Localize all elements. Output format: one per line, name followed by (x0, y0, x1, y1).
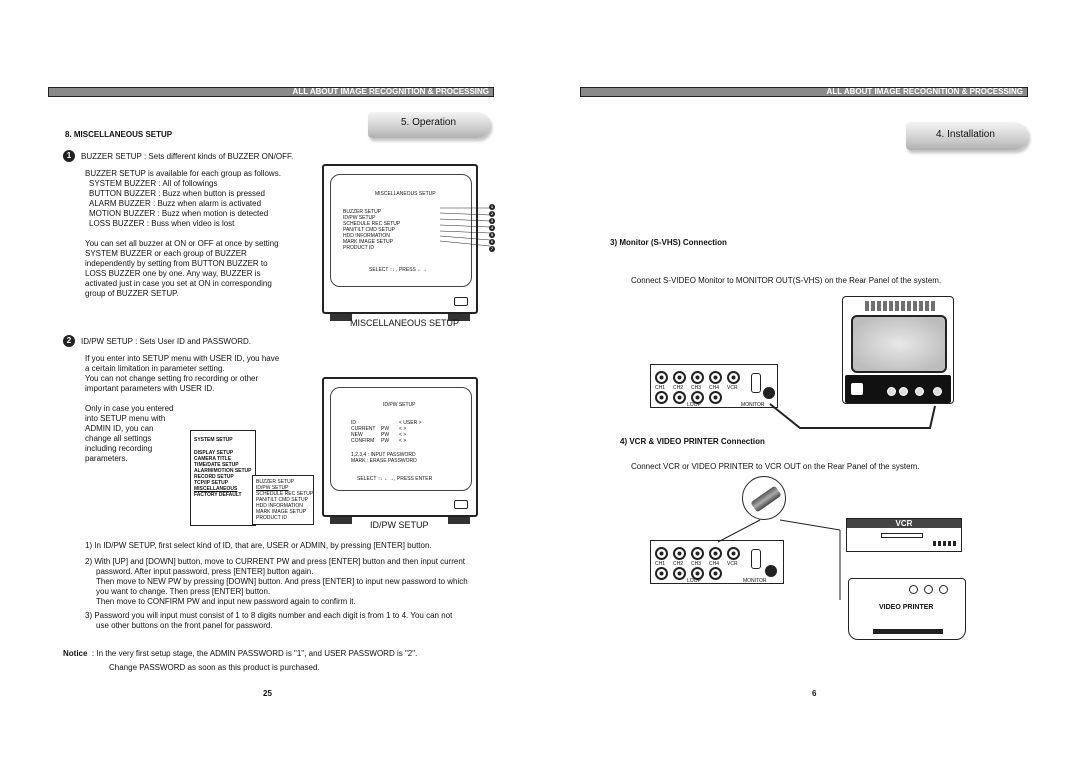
bnc-connector-icon (709, 391, 722, 404)
admin-paragraph (85, 404, 174, 464)
vcr-device (846, 518, 962, 552)
video-printer (848, 578, 966, 640)
knob-icon (939, 585, 948, 594)
menu-item: ALARM/MOTION SETUP (194, 468, 252, 474)
printer-label: VIDEO PRINTER (879, 604, 934, 611)
bnc-connector-icon (655, 567, 668, 580)
menu-item-selected: MISCELLANEOUS (194, 486, 238, 492)
para-line: Only in case you entered (85, 404, 174, 413)
crt-screen (851, 315, 947, 373)
callout-6: 6 (490, 239, 494, 244)
item2-title: ID/PW SETUP : Sets User ID and PASSWORD. (81, 337, 251, 346)
installation-badge-label: 4. Installation (936, 129, 995, 140)
hint-input: 1,2,3,4 : INPUT PASSWORD (351, 452, 416, 458)
menu-item: ID/PW SETUP (343, 215, 376, 221)
buzzer-paragraph (85, 239, 279, 299)
panel-label: CH1 (655, 561, 666, 567)
monitor2-caption: ID/PW SETUP (370, 520, 429, 530)
svhs-cable (760, 398, 980, 448)
sec3-title: 3) Monitor (S-VHS) Connection (610, 238, 727, 247)
sec3-text: Connect S-VIDEO Monitor to MONITOR OUT(S-VHS) on the Rear Panel of the system. (631, 276, 942, 285)
step-2-cont: Then move to CONFIRM PW and input new password again to confirm it. (96, 597, 356, 606)
misc-submenu (252, 475, 314, 525)
panel-label: CH3 (691, 561, 702, 567)
idpw-paragraph (85, 354, 279, 394)
serial-port-icon (751, 373, 761, 393)
panel-label: CH2 (673, 385, 684, 391)
panel-label: VCR (727, 385, 738, 391)
idpw-rows (351, 420, 422, 444)
bnc-connector-icon (655, 547, 668, 560)
menu-item: CAMERA TITLE (194, 456, 232, 462)
notice-text: : In the very first setup stage, the ADMIN PASSWORD is "1", and USER PASSWORD is "2". (91, 649, 418, 658)
menu-item: FACTORY DEFAULT (194, 492, 242, 498)
callout-1: 1 (490, 204, 494, 209)
item1-title: BUZZER SETUP : Sets different kinds of BUZZER ON/OFF. (81, 152, 294, 161)
step-2: 2) With [UP] and [DOWN] button, move to CURRENT PW and press [ENTER] button and then input current (85, 557, 466, 566)
section-title: 8. MISCELLANEOUS SETUP (65, 130, 173, 139)
bnc-connector-icon (673, 547, 686, 560)
item2-number: 2 (63, 335, 75, 347)
panel-label: CH3 (691, 385, 702, 391)
loop-label: LOOP (687, 578, 701, 584)
menu-item: BUZZER SETUP (256, 479, 295, 485)
para-line: activated just in case you set at ON in corresponding (85, 279, 272, 288)
para-line: parameters. (85, 454, 128, 463)
rear-connector (899, 387, 908, 396)
screen-select-hint: SELECT ↑↓ , PRESS ←→ (369, 267, 428, 273)
bnc-row (655, 371, 740, 384)
svhs-monitor (842, 296, 954, 404)
para-line: You can set all buzzer at ON or OFF at once by setting (85, 239, 279, 248)
idpw-setup-monitor (322, 377, 478, 517)
row-mid: PW (381, 432, 390, 438)
panel-label: CH4 (709, 385, 720, 391)
step-1: 1) In ID/PW SETUP, first select kind of ID, that are, USER or ADMIN, by pressing [ENTER] button. (85, 541, 432, 550)
menu-item: PRODUCT ID (256, 515, 288, 521)
panel-label: CH4 (709, 561, 720, 567)
para-line: SYSTEM BUZZER or each group of BUZZER (85, 249, 247, 258)
sec4-text: Connect VCR or VIDEO PRINTER to VCR OUT on the Rear Panel of the system. (631, 462, 920, 471)
menu-item: RECORD SETUP (194, 474, 234, 480)
monitor-foot (330, 517, 352, 524)
notice-label: Notice (63, 649, 88, 658)
row-value: < USER > (399, 420, 422, 426)
bnc-connector-icon (655, 371, 668, 384)
menu-item: MARK IMAGE SETUP (256, 509, 307, 515)
row-mid: PW (381, 426, 390, 432)
row-mid: PW (381, 438, 390, 444)
row-label: ID (351, 420, 356, 426)
system-setup-menu (190, 430, 256, 526)
row-value: < > (399, 438, 407, 444)
monitor-vent-grille (865, 301, 935, 311)
menu-item: SCHEDULE REC SETUP (256, 491, 314, 497)
callout-5: 5 (490, 232, 494, 237)
step-2-cont: you want to change. Then press [ENTER] button. (96, 587, 271, 596)
para-line: ADMIN ID, you can (85, 424, 154, 433)
row-label: CURRENT (351, 426, 376, 432)
menu-item: TIME/DATE SETUP (194, 462, 239, 468)
row-value: < > (399, 426, 407, 432)
bnc-connector-icon (727, 371, 740, 384)
bnc-connector-icon (691, 371, 704, 384)
buzzer-list (89, 179, 268, 229)
vcr-button-row (933, 541, 957, 546)
para-line: You can not change setting fro recording or other (85, 374, 259, 383)
notice-change: Change PASSWORD as soon as this product is purchased. (109, 663, 320, 672)
rear-connector (887, 387, 896, 396)
para-line: into SETUP menu with (85, 414, 166, 423)
callout-7: 7 (490, 246, 494, 251)
para-line: independently by setting from BUTTON BUZZER to (85, 259, 268, 268)
idpw-row (351, 438, 422, 444)
system-menu-title: SYSTEM SETUP (194, 437, 233, 443)
monitor-out-label: MONITOR (741, 402, 765, 408)
para-line: If you enter into SETUP menu with USER ID, you have (85, 354, 280, 363)
row-label: CONFIRM (351, 438, 375, 444)
panel-label: CH2 (673, 561, 684, 567)
callout-2: 2 (490, 211, 494, 216)
printer-knobs (909, 585, 948, 594)
item1-number: 1 (63, 150, 75, 162)
power-socket-icon (851, 383, 863, 395)
vcr-printer-cables (700, 500, 860, 640)
page-number-left: 25 (263, 689, 272, 698)
bnc-connector-icon (673, 391, 686, 404)
menu-item: HDD INFORMATION (256, 503, 303, 509)
para-line: group of BUZZER SETUP. (85, 289, 179, 298)
printer-paper-slot (873, 629, 943, 634)
header-band-left: ALL ABOUT IMAGE RECOGNITION & PROCESSING (48, 87, 494, 97)
page-number-right: 6 (812, 689, 817, 698)
monitor-screen (330, 387, 472, 491)
monitor-foot (330, 314, 352, 321)
screen-title: ID/PW SETUP (383, 402, 416, 408)
menu-item: DISPLAY SETUP (194, 450, 234, 456)
step-3-cont: use other buttons on the front panel for password. (96, 621, 273, 630)
menu-item: PAN/TILT CMD SETUP (343, 227, 395, 233)
row-value: < > (399, 432, 407, 438)
para-line: including recording (85, 444, 153, 453)
row-label: NEW (351, 432, 363, 438)
panel-label: CH1 (655, 385, 666, 391)
para-line: a certain limitation in parameter setting. (85, 364, 225, 373)
list-item: BUTTON BUZZER : Buzz when button is pressed (89, 189, 265, 198)
loop-label: LOOP (687, 402, 701, 408)
monitor1-caption: MISCELLANEOUS SETUP (350, 318, 460, 328)
power-button-icon (454, 297, 468, 306)
power-button-icon (454, 500, 468, 509)
callout-markers (489, 204, 495, 252)
para-line: LOSS BUZZER one by one. Any way, BUZZER is (85, 269, 261, 278)
menu-item-selected: ID/PW SETUP (256, 485, 289, 491)
bnc-connector-icon (655, 391, 668, 404)
menu-item: PRODUCT ID (343, 245, 375, 251)
operation-badge-label: 5. Operation (401, 117, 457, 128)
menu-item: MARK IMAGE SETUP (343, 239, 394, 245)
step-3: 3) Password you will input must consist of 1 to 8 digits number and each digit is from 1 to 4. You can not (85, 611, 453, 620)
callout-4: 4 (490, 225, 494, 230)
dvr-rear-panel (650, 364, 778, 408)
bnc-connector-icon (673, 567, 686, 580)
screen-title: MISCELLANEOUS SETUP (375, 191, 436, 197)
knob-icon (924, 585, 933, 594)
para-line: change all settings (85, 434, 152, 443)
knob-icon (909, 585, 918, 594)
step-2-cont: password. After input password, press [ENTER] button again. (96, 567, 314, 576)
list-item: SYSTEM BUZZER : All of followings (89, 179, 218, 188)
item1-intro: BUZZER SETUP is available for each group as follows. (85, 169, 281, 178)
menu-item: PAN/TILT CMD SETUP (256, 497, 308, 503)
list-item: ALARM BUZZER : Buzz when alarm is activated (89, 199, 262, 208)
monitor-foot (448, 517, 470, 524)
panel-label: VCR (727, 561, 738, 567)
callout-3: 3 (490, 218, 494, 223)
vcr-label-band: VCR (847, 519, 961, 528)
operation-badge (368, 112, 490, 138)
list-item: LOSS BUZZER : Buss when video is lost (89, 219, 235, 228)
menu-item: BUZZER SETUP (343, 209, 382, 215)
bnc-connector-icon (709, 371, 722, 384)
vcr-tape-slot (881, 533, 923, 538)
monitor-out-label: MONITOR (743, 578, 767, 584)
rear-connector (933, 387, 942, 396)
menu-item: TCP/IP SETUP (194, 480, 229, 486)
screen-menu (343, 209, 400, 251)
installation-badge (906, 122, 1028, 150)
header-band-right: ALL ABOUT IMAGE RECOGNITION & PROCESSING (580, 87, 1028, 97)
notice (63, 643, 417, 661)
step-2-cont: Then move to NEW PW by pressing [DOWN] button. And press [ENTER] to input new password to which (96, 577, 468, 586)
menu-item: HDD INFORMATION (343, 233, 390, 239)
bnc-connector-icon (673, 371, 686, 384)
screen-select-hint: SELECT ↑↓ ←→, PRESS ENTER (357, 476, 433, 482)
hint-erase: MARK : ERASE PASSWORD (351, 458, 417, 464)
rear-connector (915, 387, 924, 396)
para-line: important parameters with USER ID. (85, 384, 215, 393)
list-item: MOTION BUZZER : Buzz when motion is detected (89, 209, 269, 218)
menu-item: SCHEDULE REC SETUP (343, 221, 401, 227)
sec4-title: 4) VCR & VIDEO PRINTER Connection (620, 437, 765, 446)
